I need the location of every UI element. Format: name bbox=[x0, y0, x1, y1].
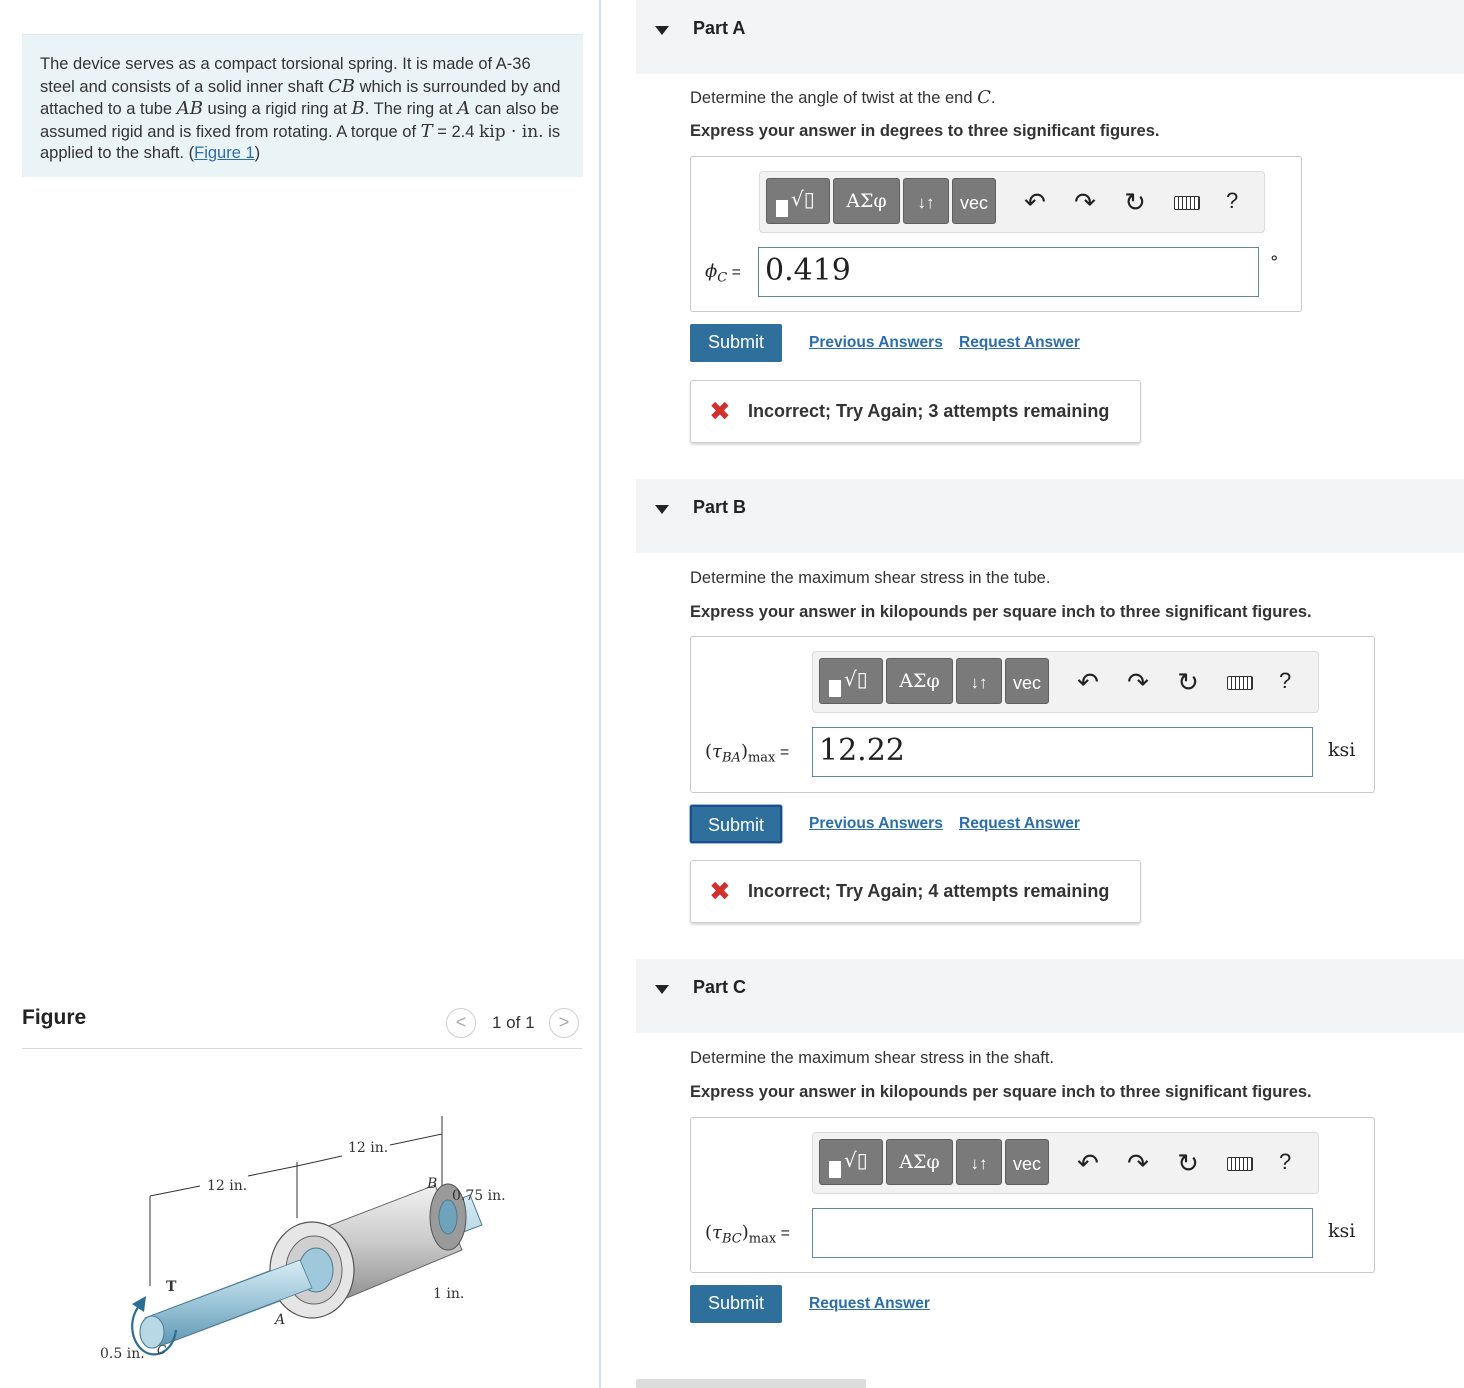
point-label: B bbox=[427, 1176, 438, 1192]
problem-text: . The ring at bbox=[364, 100, 458, 118]
part-b-question: Determine the maximum shear stress in the tube. bbox=[690, 569, 1051, 587]
submit-button[interactable]: Submit bbox=[690, 1285, 782, 1323]
figure-page-count: 1 of 1 bbox=[492, 1013, 535, 1032]
bottom-scroll-bar[interactable] bbox=[636, 1379, 866, 1388]
part-c-answer-box bbox=[690, 1117, 1375, 1273]
greek-symbols-button[interactable]: ΑΣφ bbox=[886, 658, 953, 704]
incorrect-x-icon: ✖ bbox=[709, 396, 731, 426]
part-title: Part B bbox=[693, 497, 747, 517]
label-max: max bbox=[748, 1231, 777, 1247]
label-equals: = bbox=[775, 744, 790, 761]
problem-text: The device serves as a compact torsional spring. It is made of A-36 steel and consists of a solid inner shaft bbox=[40, 55, 531, 96]
answer-input[interactable]: 12.22 bbox=[812, 727, 1313, 777]
submit-button[interactable]: Submit bbox=[690, 805, 782, 843]
label-paren: ) bbox=[740, 741, 748, 762]
undo-icon[interactable]: ↶ bbox=[1077, 1148, 1099, 1178]
reset-icon[interactable]: ↻ bbox=[1177, 1148, 1199, 1178]
redo-icon[interactable]: ↷ bbox=[1127, 1148, 1149, 1178]
math-toolbar bbox=[812, 1132, 1319, 1194]
part-title: Part A bbox=[693, 18, 746, 38]
keyboard-icon[interactable] bbox=[1227, 1157, 1253, 1171]
help-icon[interactable]: ? bbox=[1279, 668, 1292, 693]
math-unit: kip · in. bbox=[478, 121, 544, 142]
label-subscript: BC bbox=[722, 1231, 742, 1247]
question-text: . bbox=[990, 89, 996, 107]
label-subscript: BA bbox=[722, 750, 741, 766]
undo-icon[interactable]: ↶ bbox=[1077, 667, 1099, 697]
vector-button[interactable]: vec bbox=[952, 178, 996, 224]
submit-button[interactable]: Submit bbox=[690, 324, 782, 362]
answer-label bbox=[705, 741, 789, 766]
collapse-triangle-icon[interactable] bbox=[655, 985, 669, 994]
part-a-instruction: Express your answer in degrees to three significant figures. bbox=[690, 122, 1160, 140]
part-b-instruction: Express your answer in kilopounds per square inch to three significant figures. bbox=[690, 603, 1312, 621]
label-symbol: τ bbox=[712, 1222, 722, 1243]
templates-button[interactable]: √▯ bbox=[766, 178, 830, 224]
answer-input[interactable] bbox=[812, 1208, 1313, 1258]
math-a: A bbox=[457, 98, 471, 119]
figure-title: Figure bbox=[22, 1006, 87, 1029]
part-title: Part C bbox=[693, 977, 747, 997]
math-toolbar bbox=[812, 651, 1319, 713]
redo-icon[interactable]: ↷ bbox=[1074, 187, 1096, 217]
part-b-answer-box bbox=[690, 636, 1375, 793]
redo-icon[interactable]: ↷ bbox=[1127, 667, 1149, 697]
previous-answers-link[interactable]: Previous Answers bbox=[809, 334, 943, 351]
panel-divider bbox=[599, 0, 601, 1388]
label-max: max bbox=[747, 750, 776, 766]
point-label: C bbox=[157, 1343, 167, 1357]
request-answer-link[interactable]: Request Answer bbox=[959, 334, 1080, 351]
left-panel bbox=[0, 0, 600, 1388]
incorrect-x-icon: ✖ bbox=[709, 876, 731, 906]
figure-prev-button[interactable]: < bbox=[446, 1008, 476, 1038]
torque-label: T bbox=[166, 1279, 177, 1295]
problem-text: is applied to the shaft. ( bbox=[40, 122, 561, 162]
problem-text: which is surrounded by and attached to a tube bbox=[40, 77, 561, 118]
feedback-text: Incorrect; Try Again; 3 attempts remaining bbox=[748, 401, 1110, 421]
label-equals: = bbox=[727, 264, 742, 281]
figure-divider bbox=[22, 1048, 582, 1049]
question-text: Determine the angle of twist at the end bbox=[690, 89, 978, 107]
part-c-instruction: Express your answer in kilopounds per square inch to three significant figures. bbox=[690, 1083, 1312, 1101]
dim-label: 12 in. bbox=[348, 1140, 389, 1156]
figure-next-button[interactable]: > bbox=[549, 1008, 579, 1038]
math-toolbar bbox=[759, 171, 1265, 233]
label-symbol: τ bbox=[712, 741, 722, 762]
math-t: T bbox=[420, 120, 433, 142]
greek-symbols-button[interactable]: ΑΣφ bbox=[886, 1139, 953, 1185]
label-symbol: ϕ bbox=[705, 261, 718, 282]
part-c-question: Determine the maximum shear stress in the shaft. bbox=[690, 1049, 1055, 1067]
label-subscript: C bbox=[717, 270, 728, 286]
reset-icon[interactable]: ↻ bbox=[1177, 667, 1199, 697]
label-equals: = bbox=[776, 1225, 790, 1242]
reset-icon[interactable]: ↻ bbox=[1124, 187, 1146, 217]
answer-label bbox=[705, 1222, 790, 1247]
help-icon[interactable]: ? bbox=[1226, 188, 1239, 213]
problem-text: = 2.4 bbox=[432, 122, 479, 141]
math-b: B bbox=[351, 98, 365, 119]
dim-label: 0.75 in. bbox=[452, 1188, 506, 1204]
previous-answers-link[interactable]: Previous Answers bbox=[809, 815, 943, 832]
torsion-spring-figure bbox=[90, 1100, 530, 1370]
subscript-superscript-button[interactable]: ↓↑ bbox=[903, 178, 949, 224]
dim-label: 12 in. bbox=[207, 1178, 248, 1194]
vector-button[interactable]: vec bbox=[1005, 1139, 1049, 1185]
unit-label: ksi bbox=[1328, 1220, 1356, 1242]
request-answer-link[interactable]: Request Answer bbox=[809, 1295, 930, 1312]
math-ab: AB bbox=[176, 98, 203, 119]
math-c: C bbox=[977, 87, 991, 108]
subscript-superscript-button[interactable]: ↓↑ bbox=[956, 658, 1002, 704]
problem-text: using a rigid ring at bbox=[202, 100, 352, 118]
keyboard-icon[interactable] bbox=[1174, 196, 1200, 210]
unit-label: ksi bbox=[1328, 739, 1356, 761]
label-paren: ( bbox=[705, 741, 713, 762]
help-icon[interactable]: ? bbox=[1279, 1149, 1292, 1174]
point-label: A bbox=[275, 1312, 286, 1328]
problem-statement bbox=[22, 34, 583, 177]
templates-button[interactable]: √▯ bbox=[819, 1139, 883, 1185]
part-a-answer-box bbox=[690, 156, 1302, 312]
collapse-triangle-icon[interactable] bbox=[655, 505, 669, 514]
problem-text: ) bbox=[254, 144, 261, 162]
math-cb: CB bbox=[328, 75, 355, 97]
dim-label: 0.5 in. bbox=[100, 1346, 145, 1362]
keyboard-icon[interactable] bbox=[1227, 676, 1253, 690]
part-c-header[interactable] bbox=[636, 959, 1464, 1033]
feedback-text: Incorrect; Try Again; 4 attempts remaining bbox=[748, 881, 1110, 901]
dim-label: 1 in. bbox=[433, 1286, 465, 1302]
figure-link[interactable]: Figure 1 bbox=[194, 144, 255, 162]
label-paren: ) bbox=[741, 1222, 749, 1243]
request-answer-link[interactable]: Request Answer bbox=[959, 815, 1080, 832]
answer-label bbox=[705, 261, 741, 286]
part-a-header[interactable] bbox=[636, 0, 1464, 74]
feedback-message bbox=[690, 380, 1141, 443]
greek-symbols-button[interactable]: ΑΣφ bbox=[833, 178, 900, 224]
part-b-header[interactable] bbox=[636, 479, 1464, 553]
templates-button[interactable]: √▯ bbox=[819, 658, 883, 704]
subscript-superscript-button[interactable]: ↓↑ bbox=[956, 1139, 1002, 1185]
label-paren: ( bbox=[705, 1222, 713, 1243]
feedback-message bbox=[690, 860, 1141, 923]
vector-button[interactable]: vec bbox=[1005, 658, 1049, 704]
problem-text: can also be assumed rigid and is fixed from rotating. A torque of bbox=[40, 100, 560, 141]
undo-icon[interactable]: ↶ bbox=[1024, 187, 1046, 217]
answer-input[interactable]: 0.419 bbox=[758, 247, 1259, 297]
unit-label: ° bbox=[1270, 253, 1279, 273]
part-a-question bbox=[690, 87, 995, 108]
collapse-triangle-icon[interactable] bbox=[655, 26, 669, 35]
